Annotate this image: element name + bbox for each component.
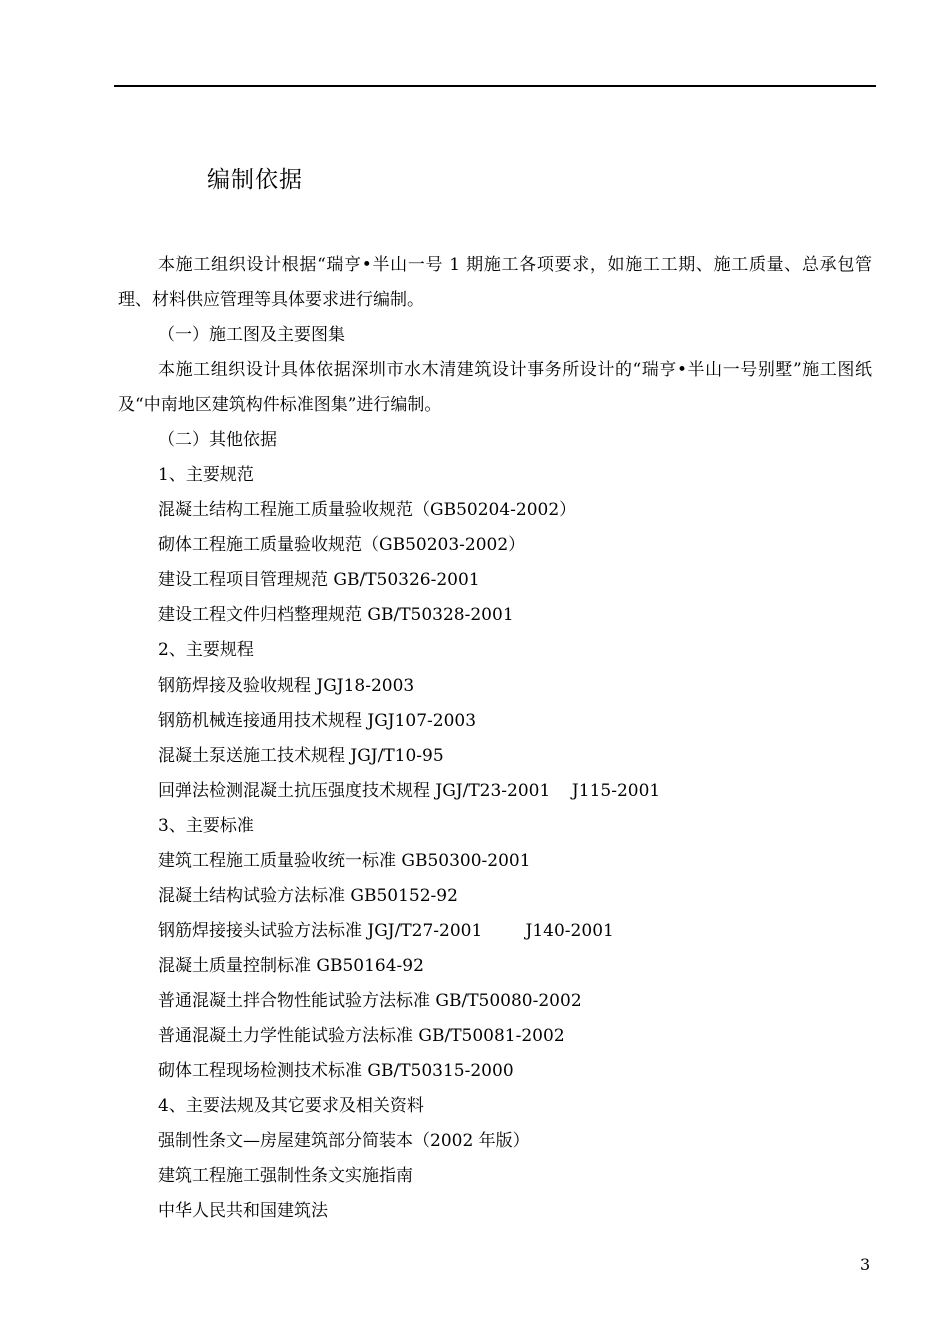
list-heading-regulations: 2、主要规程 (158, 640, 254, 660)
list-heading-standards: 3、主要标准 (158, 816, 254, 836)
subheading-other-basis: （二）其他依据 (158, 430, 277, 450)
intro-paragraph: 本施工组织设计根据“瑞亨•半山一号 1 期施工各项要求，如施工工期、施工质量、总承包管理、材料供应管理等具体要求进行编制。 (118, 255, 872, 310)
drawings-paragraph: 本施工组织设计具体依据深圳市水木清建筑设计事务所设计的“瑞亨•半山一号别墅”施工图纸及“中南地区建筑构件标准图集”进行编制。 (118, 360, 872, 415)
page-number: 3 (860, 1255, 871, 1274)
list-item: 混凝土结构试验方法标准 GB50152-92 (158, 886, 458, 906)
list-item: 普通混凝土力学性能试验方法标准 GB/T50081-2002 (158, 1026, 565, 1046)
list-item: 混凝土质量控制标准 GB50164-92 (158, 956, 424, 976)
list-item: 建设工程项目管理规范 GB/T50326-2001 (158, 570, 480, 590)
list-item: 普通混凝土拌合物性能试验方法标准 GB/T50080-2002 (158, 991, 582, 1011)
section-heading: 编制依据 (207, 167, 303, 193)
list-item: 回弹法检测混凝土抗压强度技术规程 JGJ/T23-2001 J115-2001 (158, 781, 661, 801)
list-item: 砌体工程施工质量验收规范（GB50203-2002） (158, 535, 526, 555)
list-item: 建设工程文件归档整理规范 GB/T50328-2001 (158, 605, 514, 625)
list-heading-codes: 1、主要规范 (158, 465, 254, 485)
list-item: 混凝土结构工程施工质量验收规范（GB50204-2002） (158, 500, 577, 520)
list-item: 建筑工程施工强制性条文实施指南 (158, 1166, 413, 1186)
list-item: 混凝土泵送施工技术规程 JGJ/T10-95 (158, 746, 444, 766)
list-item: 强制性条文—房屋建筑部分简装本（2002 年版） (158, 1131, 530, 1151)
list-item: 建筑工程施工质量验收统一标准 GB50300-2001 (158, 851, 531, 871)
list-item: 中华人民共和国建筑法 (158, 1201, 328, 1221)
header-rule (114, 85, 876, 87)
list-item: 钢筋焊接及验收规程 JGJ18-2003 (158, 676, 415, 696)
subheading-drawings: （一）施工图及主要图集 (158, 325, 345, 345)
list-item: 钢筋焊接接头试验方法标准 JGJ/T27-2001 J140-2001 (158, 921, 614, 941)
list-item: 钢筋机械连接通用技术规程 JGJ107-2003 (158, 711, 477, 731)
list-item: 砌体工程现场检测技术标准 GB/T50315-2000 (158, 1061, 514, 1081)
list-heading-laws: 4、主要法规及其它要求及相关资料 (158, 1096, 424, 1116)
